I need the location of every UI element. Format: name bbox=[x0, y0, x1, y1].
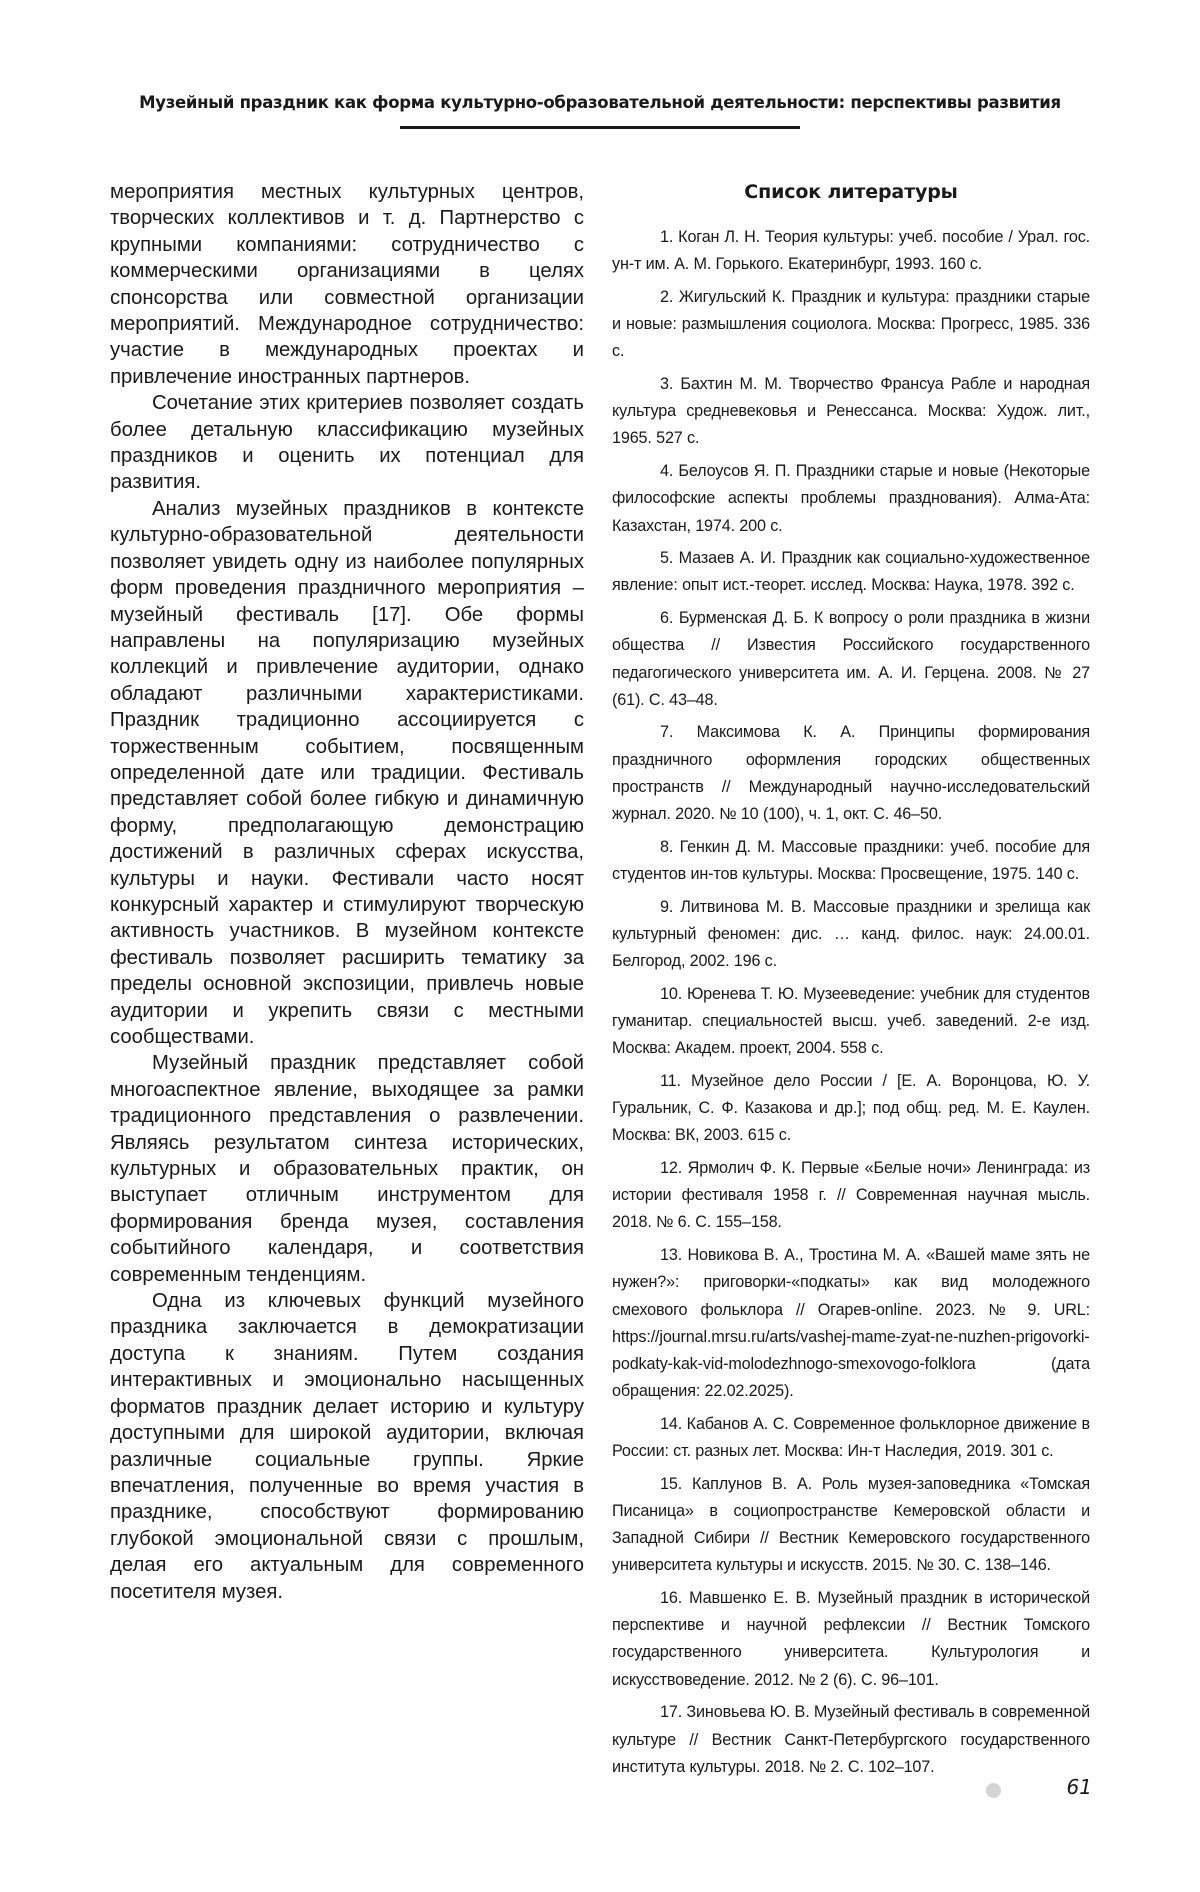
paragraph-continuation: мероприятия местных культурных центров, творческих коллективов и т. д. Партнерство с крупными компаниями: сотрудничество с коммерческими организациями в целях спонсорства или совместной организации мероприятий. Международное сотрудничество: участие в международных проектах и привлечение иностранных партнеров. bbox=[110, 181, 584, 388]
reference-item: 5. Мазаев А. И. Праздник как социально-художественное явление: опыт ист.-теорет. исслед. Москва: Наука, 1978. 392 с. bbox=[612, 549, 1090, 595]
body-text-column bbox=[110, 179, 584, 1605]
reference-item: 9. Литвинова М. В. Массовые праздники и зрелища как культурный феномен: дис. … канд. филос. наук: 24.00.01. Белгород, 2002. 196 с. bbox=[612, 897, 1090, 971]
reference-item: 6. Бурменская Д. Б. К вопросу о роли праздника в жизни общества // Известия Российского государственного педагогического университета им. А. И. Герцена. 2008. № 27 (61). С. 43–48. bbox=[612, 609, 1090, 709]
reference-list bbox=[612, 224, 1090, 1781]
reference-item: 11. Музейное дело России / [Е. А. Воронцова, Ю. У. Гуральник, С. Ф. Казакова и др.]; под общ. ред. М. Е. Каулен. Москва: ВК, 2003. 615 с. bbox=[612, 1071, 1090, 1145]
reference-item: 16. Мавшенко Е. В. Музейный праздник в исторической перспективе и научной рефлексии // Вестник Томского государственного университета. Культурология и искусствоведение. 2012. № 2 (6). С. 96–101. bbox=[612, 1589, 1090, 1689]
references-title: Список литературы bbox=[744, 181, 958, 203]
reference-item: 10. Юренева Т. Ю. Музееведение: учебник для студентов гуманитар. специальностей высш. учеб. заведений. 2-е изд. Москва: Академ. проект, 2004. 558 с. bbox=[612, 984, 1090, 1058]
paragraph: Сочетание этих критериев позволяет создать более детальную классификацию музейных праздников и оценить их потенциал для развития. bbox=[110, 392, 584, 494]
reference-item: 14. Кабанов А. С. Современное фольклорное движение в России: ст. разных лет. Москва: Ин-т Наследия, 2019. 301 с. bbox=[612, 1414, 1090, 1461]
reference-item: 15. Каплунов В. А. Роль музея-заповедника «Томская Писаница» в социопространстве Кемеровской области и Западной Сибири // Вестник Кемеровского государственного университета культуры и искусств. 2015. № 30. С. 138–146. bbox=[612, 1474, 1090, 1575]
reference-item: 12. Ярмолич Ф. К. Первые «Белые ночи» Ленинграда: из истории фестиваля 1958 г. // Современная научная мысль. 2018. № 6. С. 155–158. bbox=[612, 1159, 1090, 1232]
reference-item: 2. Жигульский К. Праздник и культура: праздники старые и новые: размышления социолога. Москва: Прогресс, 1985. 336 с. bbox=[612, 287, 1090, 361]
references-column bbox=[612, 179, 1090, 1786]
header-rule bbox=[400, 126, 800, 129]
reference-item: 17. Зиновьева Ю. В. Музейный фестиваль в современной культуре // Вестник Санкт-Петербургского государственного института культуры. 2018. № 2. С. 102–107. bbox=[612, 1703, 1090, 1776]
page-marker-dot bbox=[986, 1783, 1001, 1798]
paragraph: Музейный праздник представляет собой многоаспектное явление, выходящее за рамки традиционного представления о развлечении. Являясь результатом синтеза исторических, культурных и образовательных практик, он выступает отличным инструментом для формирования бренда музея, составления событийного календаря, и соответствия современным тенденциям. bbox=[110, 1052, 584, 1286]
reference-item: 8. Генкин Д. М. Массовые праздники: учеб. пособие для студентов ин-тов культуры. Москва: Просвещение, 1975. 140 с. bbox=[612, 837, 1090, 883]
running-title: Музейный праздник как форма культурно-образовательной деятельности: перспективы развития bbox=[139, 93, 1061, 112]
reference-item: 13. Новикова В. А., Тростина М. А. «Вашей маме зять не нужен?»: приговорки-«подкаты» как вид молодежного смехового фольклора // Огарев-online. 2023. № 9. URL: https://journal.mrsu.ru/arts/vashej-mame-zyat-ne-nuzhen-prigovorki-podkaty-kak-vid-molodezhnogo-smexovogo-folklora (дата обращения: 22.02.2025). bbox=[612, 1246, 1090, 1401]
reference-item: 3. Бахтин М. М. Творчество Франсуа Рабле и народная культура средневековья и Ренессанса. Москва: Худож. лит., 1965. 527 с. bbox=[612, 375, 1090, 448]
reference-item: 7. Максимова К. А. Принципы формирования праздничного оформления городских общественных пространств // Международный научно-исследовательский журнал. 2020. № 10 (100), ч. 1, окт. С. 46–50. bbox=[612, 723, 1090, 824]
paragraph: Одна из ключевых функций музейного праздника заключается в демократизации доступа к знаниям. Путем создания интерактивных и эмоционально насыщенных форматов праздник делает историю и культуру доступными для широкой аудитории, включая различные социальные группы. Яркие впечатления, полученные во время участия в празднике, способствуют формированию глубокой эмоциональной связи с прошлым, делая его актуальным для современного посетителя музея. bbox=[110, 1290, 584, 1603]
reference-item: 4. Белоусов Я. П. Праздники старые и новые (Некоторые философские аспекты проблемы празднования). Алма-Ата: Казахстан, 1974. 200 с. bbox=[612, 462, 1090, 535]
paragraph: Анализ музейных праздников в контексте культурно-образовательной деятельности позволяет увидеть одну из наиболее популярных форм проведения праздничного мероприятия – музейный фестиваль [17]. Обе формы направлены на популяризацию музейных коллекций и привлечение аудитории, однако обладают различными характеристиками. Праздник традиционно ассоциируется с торжественным событием, посвященным определенной дате или традиции. Фестиваль представляет собой более гибкую и динамичную форму, предполагающую демонстрацию достижений в различных сферах искусства, культуры и науки. Фестивали часто носят конкурсный характер и стимулируют творческую активность участников. В музейном контексте фестиваль позволяет расширить тематику за пределы основной экспозиции, привлечь новые аудитории и укрепить связи с местными сообществами. bbox=[110, 497, 584, 1048]
reference-item: 1. Коган Л. Н. Теория культуры: учеб. пособие / Урал. гос. ун-т им. А. М. Горького. Екатеринбург, 1993. 160 с. bbox=[612, 228, 1090, 274]
page-number: 61 bbox=[1066, 1775, 1092, 1799]
